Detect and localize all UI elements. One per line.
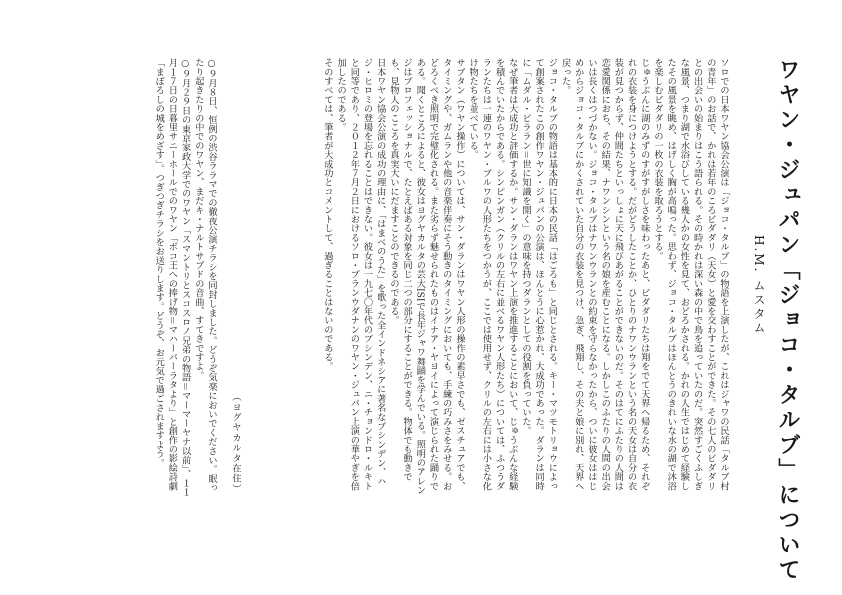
note-item: ○９月２９日の東京家政大学でのワヤン「スマントリとスコスロノ兄弟の物語＝マーマーヤナ以前」、１１月１７日の日暮里サニーホールでのワヤン「ボコ王への捧げ物＝マハーバーラタより」と創作の影絵詩劇「まぼろしの城をめざす」。つぎつぎチラシをお送りします。どうぞ、お元気で過ごされますよう。 [153, 58, 191, 497]
article-body [321, 58, 730, 498]
announcement-notes [152, 58, 218, 498]
author-byline: H.M. ムスタム [752, 235, 766, 336]
page-title: ワヤン・ジュパン「ジョコ・タルブ」について [775, 58, 801, 583]
body-paragraph: ソロでの日本ワヤン協会公演は「ジョコ・タルブ」の物語を上演したが、これはジャワの民話「タルブ村の青年」のお話で、かれは若年のころビダダリ（天女）と愛を交わすことができた。その七人のビダダリとの出会いの始まりはこう語られる。その時かれは深い森の中で鳥を追っていたのだ。突然すごくふしぎな風景、つまり湖で水浴びしている幾人かの女性を見て、おどろかされる。かれの人生ではじめて経験したその風景を眺め、はげしく胸が高鳴った。思わず、ジョコ・タルブはほんとうのきれいな水の湖で沐浴を楽しむビダダリの一枚の衣装を取ろうとする。 [651, 58, 729, 491]
author-location: （ヨグヤカルタ在住） [230, 392, 241, 494]
body-paragraph: ジョコ・タルブの物語は基本的に日本の民話「はごろも」と同じとされる。キー・マツモトリョウによって創案されたこの創作ワヤン・ジュパンの公演は、ほんとうに心惹かれ、大成功であった。ダランは同時に「ムダル・ピララン＝世に知識を開く」の意味を持つダランとしての役割を負っていた。 [519, 58, 558, 491]
body-paragraph: サブタン（ワヤン操作）については、サン・ダランはワヤン人形の操作の素早さでも、ゼスチュアでも、タイミングや、ガムランや他の音楽伴奏にそう動きのタイミングにおいても、手練の巧みさをみせる。おどろくべき照明で完璧化される。また劣らず魅せられたものはイナア・ヤヨイによって演じられた踊りである。聞くところによると、彼女はヨグヤカルタの芸大ISIで長年ジャワ舞踊を学んでいる。照明のアレンジはプロフェッショナルで、たとえばある対象を同じ二つの部分にすることができる。物体でも動きでも、見物人のこころを真実大いにだますことのできるのである。 [387, 58, 465, 495]
body-paragraph: そのすべては、筆者が大成功とコメントして、過ぎることはないのである。 [321, 58, 333, 371]
note-item: ○９月８日、恒例の渋谷ララマでの徹夜公演チラシを同封しました。どうぞ気楽においでください。眠ったり起きたりの中でのワヤン、まだキ・ナルトサブドの音曲、すてきですよ。 [192, 58, 217, 493]
body-paragraph: 日本ワヤン協会公演の成功の理由に、「はまべのうた」を歌った全インドネシアに著名なプシンデン、ハジ・ヒロミの登場を忘れることはできない。彼女は一九七〇年代のプシンデン、ニ・チョンドロ・ルキトと同等であり、２０１２年７月２日におけるソロ・プランウダナンのワヤン・ジュパン上演の華やぎを倍加したのである。 [335, 58, 386, 491]
body-paragraph: じゅうぶんに湖のみずのすがすがしさを味わったあと、ビダダリたちは翔をでて天界へ帰るため、それぞれの衣装を身につけようとする。だがどうしたことか、ひとりのナワンウランという名の天女は自分の衣装が見つからず、仲間たちといっしょに天に飛びあがることができないのだ。そのはてにふたりの人間は恋愛関係におち、その結果、ナワンシンという名の娘を産むことになる。しかしこのふたりの人間の出会いは長くはつづかない。ジョコ・タルブはナワンウランとの約束を守らなかったから、ついに彼女ははじめからジョコ・タルブにかくされていた自分の衣装を見つけ、急ぎ、飛翔し、その夫と娘に別れ、天界へ戻った。 [559, 58, 650, 491]
body-paragraph: なぜ筆者は大成功と評価するか。サン・ダランはワヤン上演を推進することにおいて、じゅうぶんな経験を積んでいたからである。シンピンガン（クリルの左右に並べるワヤン人形たち）については、ふつうダランたちは一連のワヤン・ブルワの人形たちをつかうが、ここでは使用せず、クリルの左右には小さな化け物たちを並べている。 [467, 58, 518, 491]
